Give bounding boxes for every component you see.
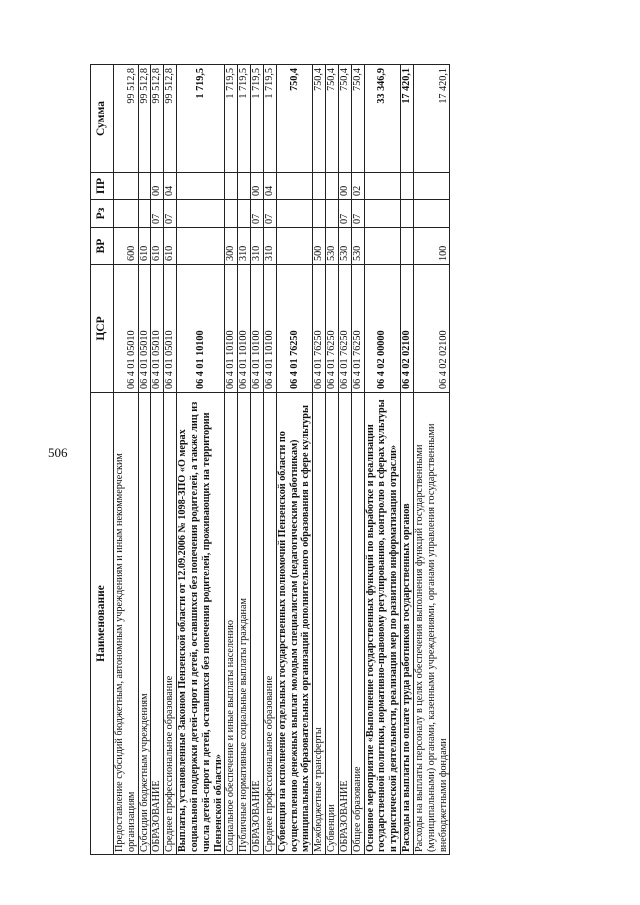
cell-name: Субсидии бюджетным учреждениям — [138, 393, 151, 855]
cell-pr — [114, 173, 139, 200]
cell-sum: 750,4 — [326, 65, 339, 173]
table-row — [251, 65, 264, 855]
table-row — [238, 65, 251, 855]
cell-rz: 07 — [251, 200, 264, 228]
cell-pr — [364, 173, 400, 200]
page-number: 506 — [48, 445, 68, 460]
cell-name: Субвенция на исполнение отдельных государственных полномочий Пензенской области по осуществлению денежных выплат молодым специалистам (педагогическим работникам) муниципальных образовательных организаций дополнительного образования в сфере культуры — [276, 393, 312, 855]
cell-rz: 07 — [164, 200, 177, 228]
cell-sum: 750,4 — [338, 65, 351, 173]
cell-name: ОБРАЗОВАНИЕ — [151, 393, 164, 855]
cell-vr: 610 — [151, 228, 164, 265]
cell-csr: 06 4 01 10100 — [238, 265, 251, 393]
cell-sum: 33 346,9 — [364, 65, 400, 173]
cell-rz — [225, 200, 238, 228]
cell-sum: 750,4 — [351, 65, 364, 173]
cell-pr — [276, 173, 312, 200]
cell-vr: 600 — [114, 228, 139, 265]
cell-name: Расходы на выплаты персоналу в целях обеспечения выполнения функций государственными (муниципальными) органами, казенными учреждениями, органами управления государственными внебюджетными фондами — [413, 393, 449, 855]
cell-rz — [401, 200, 414, 228]
cell-sum: 750,4 — [276, 65, 312, 173]
table-row — [225, 65, 238, 855]
cell-csr: 06 4 01 76250 — [326, 265, 339, 393]
cell-pr: 04 — [263, 173, 276, 200]
cell-csr: 06 4 01 10100 — [251, 265, 264, 393]
cell-csr: 06 4 02 00000 — [364, 265, 400, 393]
budget-table — [90, 64, 450, 855]
table-row — [338, 65, 351, 855]
cell-csr: 06 4 01 10100 — [263, 265, 276, 393]
cell-vr: 610 — [164, 228, 177, 265]
cell-name: ОБРАЗОВАНИЕ — [338, 393, 351, 855]
cell-vr: 300 — [225, 228, 238, 265]
cell-pr: 04 — [164, 173, 177, 200]
cell-vr: 310 — [238, 228, 251, 265]
header-vr: ВР — [91, 228, 114, 265]
table-row — [313, 65, 326, 855]
cell-name: Социальное обеспечение и иные выплаты населению — [225, 393, 238, 855]
cell-rz — [177, 200, 225, 228]
cell-vr — [401, 228, 414, 265]
header-csr: ЦСР — [91, 265, 114, 393]
cell-pr — [413, 173, 449, 200]
cell-csr: 06 4 01 05010 — [114, 265, 139, 393]
header-name: Наименование — [91, 393, 114, 855]
cell-vr: 100 — [413, 228, 449, 265]
cell-rz: 07 — [151, 200, 164, 228]
cell-name: Предоставление субсидий бюджетным, автономным учреждениям и иным некоммерческим организациям — [114, 393, 139, 855]
cell-vr: 310 — [251, 228, 264, 265]
cell-vr: 530 — [326, 228, 339, 265]
cell-sum: 99 512,8 — [164, 65, 177, 173]
cell-rz — [138, 200, 151, 228]
table-header-row — [91, 65, 114, 855]
cell-csr: 06 4 02 02100 — [401, 265, 414, 393]
table-row — [413, 65, 449, 855]
cell-sum: 17 420,1 — [401, 65, 414, 173]
cell-name: Публичные нормативные социальные выплаты гражданам — [238, 393, 251, 855]
cell-sum: 1 719,5 — [238, 65, 251, 173]
cell-sum: 17 420,1 — [413, 65, 449, 173]
cell-vr: 500 — [313, 228, 326, 265]
cell-rz — [313, 200, 326, 228]
cell-sum: 1 719,5 — [177, 65, 225, 173]
cell-pr — [138, 173, 151, 200]
table-row — [351, 65, 364, 855]
cell-sum: 99 512,8 — [114, 65, 139, 173]
table-row — [114, 65, 139, 855]
cell-name: Основное мероприятие «Выполнение государственных функций по выработке и реализации государственной политики, нормативно-правовому регулированию, контролю в сферах культуры и туристической деятельности, реализации мер по развитию информатизации отрасли» — [364, 393, 400, 855]
header-sum: Сумма — [91, 65, 114, 173]
cell-pr — [401, 173, 414, 200]
cell-rz — [413, 200, 449, 228]
cell-pr — [238, 173, 251, 200]
cell-csr: 06 4 01 76250 — [338, 265, 351, 393]
cell-pr: 00 — [151, 173, 164, 200]
cell-vr — [177, 228, 225, 265]
cell-sum: 99 512,8 — [138, 65, 151, 173]
table-row — [164, 65, 177, 855]
cell-rz — [326, 200, 339, 228]
cell-csr: 06 4 01 05010 — [164, 265, 177, 393]
cell-sum: 99 512,8 — [151, 65, 164, 173]
cell-name: Межбюджетные трансферты — [313, 393, 326, 855]
cell-vr: 530 — [338, 228, 351, 265]
cell-pr — [326, 173, 339, 200]
cell-vr: 310 — [263, 228, 276, 265]
cell-name: Субвенции — [326, 393, 339, 855]
cell-name: Общее образование — [351, 393, 364, 855]
cell-vr — [364, 228, 400, 265]
cell-vr — [276, 228, 312, 265]
cell-rz — [114, 200, 139, 228]
table-row — [263, 65, 276, 855]
cell-csr: 06 4 01 10100 — [225, 265, 238, 393]
cell-rz — [276, 200, 312, 228]
cell-name: Среднее профессиональное образование — [164, 393, 177, 855]
cell-name: Расходы на выплаты по оплате труда работников государственных органов — [401, 393, 414, 855]
table-row — [326, 65, 339, 855]
cell-csr: 06 4 02 02100 — [413, 265, 449, 393]
cell-csr: 06 4 01 76250 — [351, 265, 364, 393]
cell-pr — [177, 173, 225, 200]
cell-rz: 07 — [338, 200, 351, 228]
cell-pr: 00 — [338, 173, 351, 200]
cell-sum: 1 719,5 — [251, 65, 264, 173]
table-row — [177, 65, 225, 855]
cell-sum: 1 719,5 — [225, 65, 238, 173]
table-row — [364, 65, 400, 855]
cell-rz: 07 — [351, 200, 364, 228]
rotated-table-container — [90, 65, 550, 855]
table-row — [151, 65, 164, 855]
table-row — [276, 65, 312, 855]
cell-csr: 06 4 01 76250 — [313, 265, 326, 393]
cell-name: ОБРАЗОВАНИЕ — [251, 393, 264, 855]
cell-rz: 07 — [263, 200, 276, 228]
cell-rz — [238, 200, 251, 228]
cell-pr: 00 — [251, 173, 264, 200]
cell-csr: 06 4 01 05010 — [151, 265, 164, 393]
cell-vr: 530 — [351, 228, 364, 265]
cell-csr: 06 4 01 76250 — [276, 265, 312, 393]
cell-sum: 1 719,5 — [263, 65, 276, 173]
cell-pr: 02 — [351, 173, 364, 200]
cell-pr — [225, 173, 238, 200]
cell-sum: 750,4 — [313, 65, 326, 173]
cell-rz — [364, 200, 400, 228]
table-row — [401, 65, 414, 855]
cell-vr: 610 — [138, 228, 151, 265]
cell-pr — [313, 173, 326, 200]
cell-name: Выплаты, установленные Законом Пензенской области от 12.09.2006 № 1098-ЗПО «О мерах социальной поддержки детей-сирот и детей, оставшихся без попечения родителей, а также лиц из числа детей-сирот и детей, оставшихся без попечения родителей, проживающих на территории Пензенской области» — [177, 393, 225, 855]
table-row — [138, 65, 151, 855]
header-rz: Рз — [91, 200, 114, 228]
cell-name: Среднее профессиональное образование — [263, 393, 276, 855]
cell-csr: 06 4 01 10100 — [177, 265, 225, 393]
header-pr: ПР — [91, 173, 114, 200]
cell-csr: 06 4 01 05010 — [138, 265, 151, 393]
